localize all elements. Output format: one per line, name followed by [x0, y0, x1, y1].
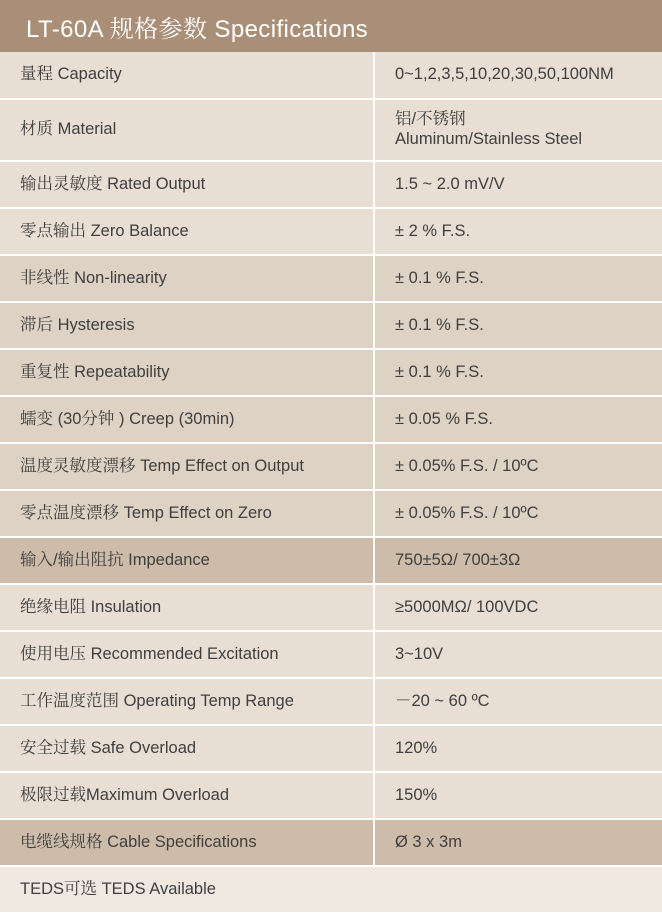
table-row	[0, 52, 662, 99]
table-row	[0, 584, 662, 631]
spec-label: 电缆线规格 Cable Specifications	[0, 819, 374, 866]
table-row	[0, 161, 662, 208]
spec-value	[374, 99, 662, 161]
spec-label: 材质 Material	[0, 99, 374, 161]
spec-value: ± 0.05% F.S. / 10ºC	[374, 490, 662, 537]
table-row	[0, 819, 662, 866]
spec-value: ± 2 % F.S.	[374, 208, 662, 255]
table-row	[0, 208, 662, 255]
teds-label: TEDS可选 TEDS Available	[0, 866, 662, 913]
spec-label: 输入/输出阻抗 Impedance	[0, 537, 374, 584]
spec-value: 0~1,2,3,5,10,20,30,50,100NM	[374, 52, 662, 99]
spec-label: 重复性 Repeatability	[0, 349, 374, 396]
spec-value: ± 0.1 % F.S.	[374, 255, 662, 302]
page-title-bar	[0, 0, 662, 52]
spec-value: Ø 3 x 3m	[374, 819, 662, 866]
table-row	[0, 537, 662, 584]
table-row	[0, 302, 662, 349]
table-row	[0, 349, 662, 396]
spec-value-line2: Aluminum/Stainless Steel	[395, 130, 583, 148]
table-row	[0, 490, 662, 537]
spec-label: 绝缘电阻 Insulation	[0, 584, 374, 631]
specifications-table	[0, 52, 662, 914]
spec-label: 安全过载 Safe Overload	[0, 725, 374, 772]
spec-label: 极限过载Maximum Overload	[0, 772, 374, 819]
table-row	[0, 255, 662, 302]
spec-value: ± 0.1 % F.S.	[374, 302, 662, 349]
spec-label: 非线性 Non-linearity	[0, 255, 374, 302]
table-row	[0, 678, 662, 725]
table-row	[0, 443, 662, 490]
spec-value: ± 0.05% F.S. / 10ºC	[374, 443, 662, 490]
table-row	[0, 725, 662, 772]
spec-value: －20 ~ 60 ºC	[374, 678, 662, 725]
table-row	[0, 631, 662, 678]
spec-label: 温度灵敏度漂移 Temp Effect on Output	[0, 443, 374, 490]
spec-label: 零点输出 Zero Balance	[0, 208, 374, 255]
spec-value: 3~10V	[374, 631, 662, 678]
spec-value: 750±5Ω/ 700±3Ω	[374, 537, 662, 584]
spec-value: 150%	[374, 772, 662, 819]
page-title: LT-60A 规格参数 Specifications	[26, 15, 369, 43]
spec-value: ± 0.05 % F.S.	[374, 396, 662, 443]
spec-label: 输出灵敏度 Rated Output	[0, 161, 374, 208]
spec-label: 蠕变 (30分钟 ) Creep (30min)	[0, 396, 374, 443]
spec-label: 零点温度漂移 Temp Effect on Zero	[0, 490, 374, 537]
spec-value: 1.5 ~ 2.0 mV/V	[374, 161, 662, 208]
table-row	[0, 99, 662, 161]
spec-label: 工作温度范围 Operating Temp Range	[0, 678, 374, 725]
table-footer-row	[0, 866, 662, 913]
spec-value: 120%	[374, 725, 662, 772]
spec-label: 滞后 Hysteresis	[0, 302, 374, 349]
table-row	[0, 772, 662, 819]
spec-value: ± 0.1 % F.S.	[374, 349, 662, 396]
spec-label: 使用电压 Recommended Excitation	[0, 631, 374, 678]
table-row	[0, 396, 662, 443]
spec-value: ≥5000MΩ/ 100VDC	[374, 584, 662, 631]
spec-value-line1: 铝/不锈钢	[395, 110, 466, 129]
spec-label: 量程 Capacity	[0, 52, 374, 99]
